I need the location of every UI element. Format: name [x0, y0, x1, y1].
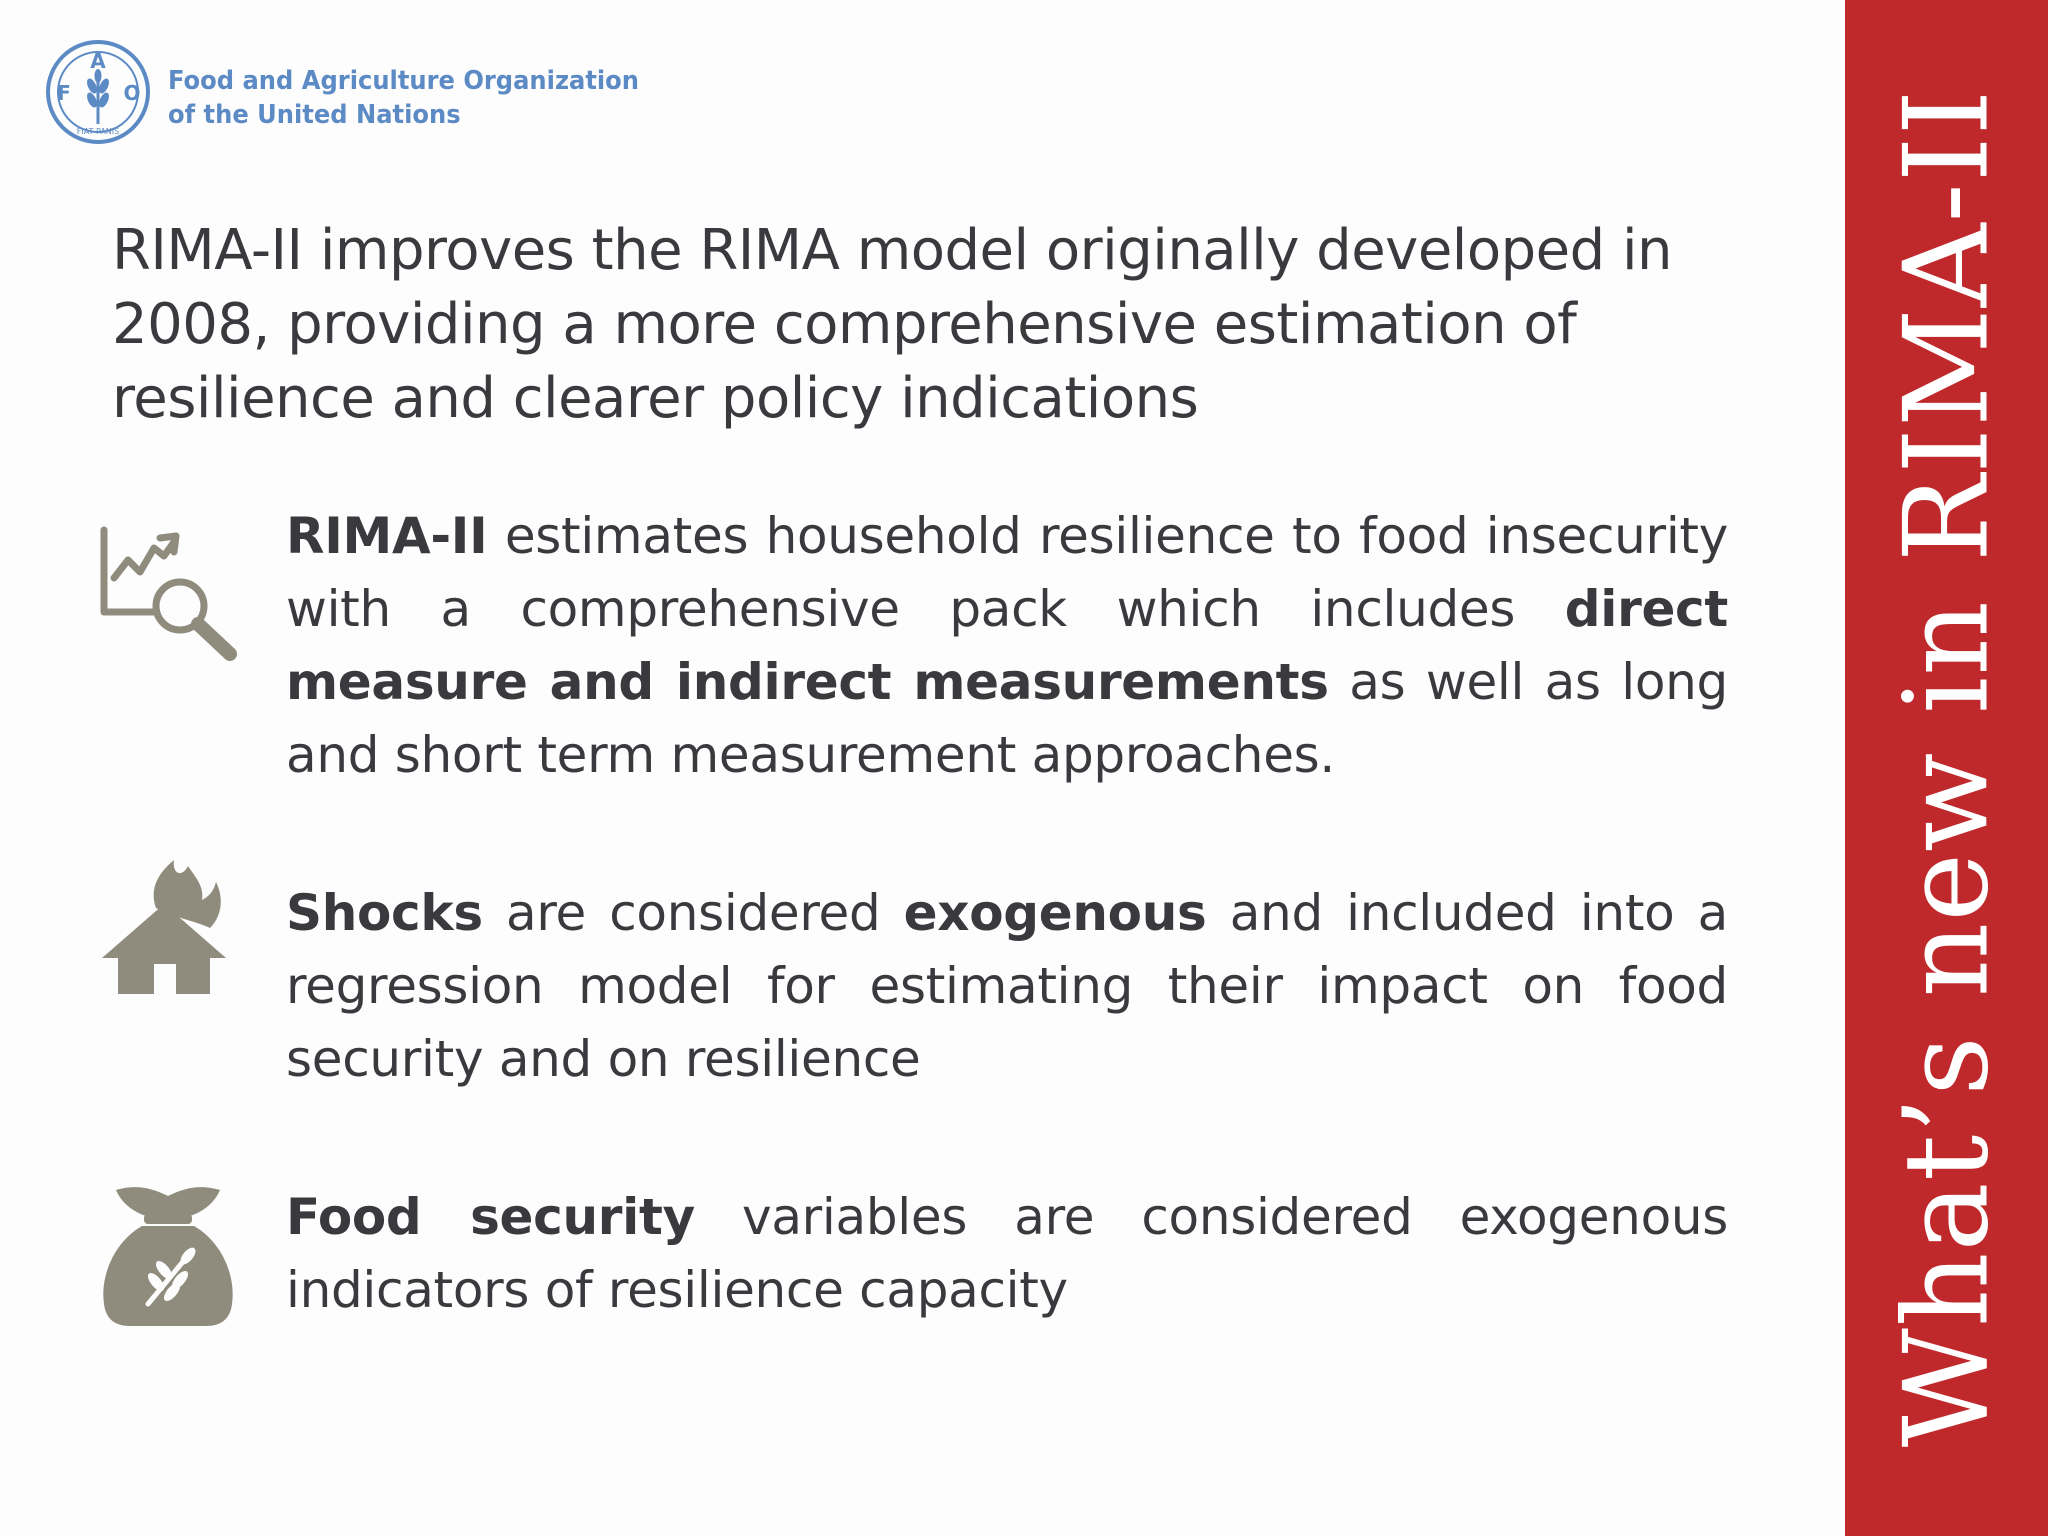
item-rima-ii-bold2: direct measure and indirect measurements [286, 580, 1728, 711]
item-rima-ii-bold1: RIMA-II [286, 507, 488, 565]
item-rima-ii-text1: estimates household resilience to food insecurity with a comprehensive pack which includes [286, 507, 1728, 638]
house-fire-icon [98, 852, 248, 1002]
emblem-letter-f: F [57, 81, 71, 105]
grain-sack-icon [102, 1184, 252, 1334]
item-rima-ii [286, 500, 1728, 792]
emblem-letter-a: A [90, 49, 106, 73]
item-food-security-bold1: Food security [286, 1188, 695, 1246]
item-shocks [286, 877, 1728, 1096]
chart-search-icon [98, 520, 248, 670]
item-rima-ii-text2: as well as long and short term measurement approaches. [286, 653, 1728, 784]
fao-logo [44, 38, 644, 148]
item-shocks-text2: and included into a regression model for estimating their impact on food security and on resilience [286, 884, 1728, 1088]
intro-text: RIMA-II improves the RIMA model originally developed in 2008, providing a more comprehensive estimation of resilience and clearer policy indications [112, 218, 1672, 431]
side-title: What’s new in RIMA-II [1879, 88, 2014, 1448]
emblem-letter-o: O [123, 81, 141, 105]
item-food-security [286, 1181, 1728, 1327]
org-name-line2: of the United Nations [168, 100, 461, 130]
emblem-motto: FIAT PANIS [76, 127, 120, 136]
item-shocks-text1: are considered [482, 884, 904, 942]
item-shocks-bold1: Shocks [286, 884, 483, 942]
org-name [168, 64, 639, 132]
org-name-line1: Food and Agriculture Organization [168, 66, 640, 96]
item-food-security-text1: variables are considered exogenous indicators of resilience capacity [286, 1188, 1728, 1319]
fao-emblem-icon [44, 38, 152, 146]
item-shocks-bold2: exogenous [903, 884, 1207, 942]
side-banner [1845, 0, 2048, 1536]
